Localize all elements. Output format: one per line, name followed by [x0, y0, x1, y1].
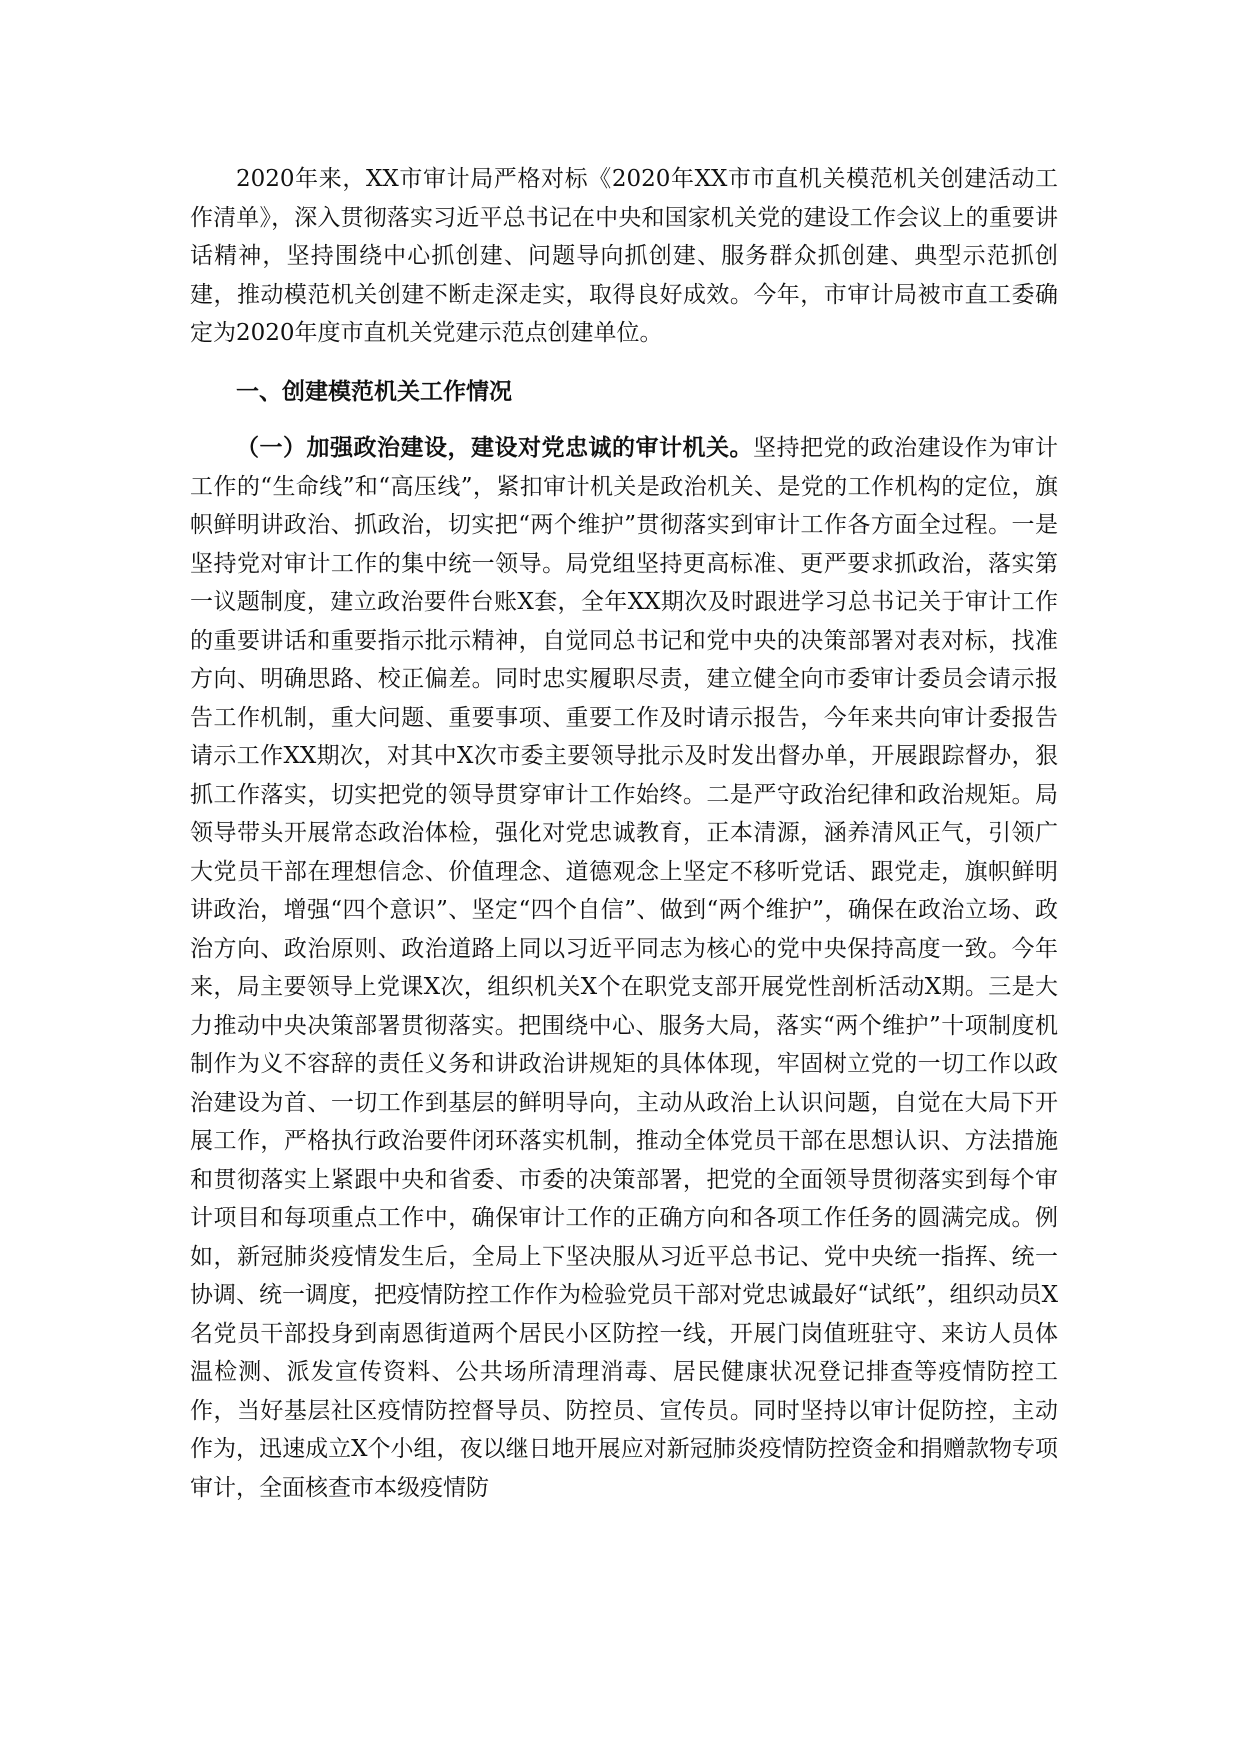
subsection-title: （一）加强政治建设，建设对党忠诚的审计机关。: [236, 435, 753, 461]
section-heading: 一、创建模范机关工作情况: [236, 378, 512, 405]
intro-paragraph: 2020年来，XX市审计局严格对标《2020年XX市市直机关模范机关创建活动工作清单》，深入贯彻落实习近平总书记在中央和国家机关党的建设工作会议上的重要讲话精神，坚持围绕中心抓创建、问题导向抓创建、服务群众抓创建、典型示范抓创建，推动模范机关创建不断走深走实，取得良好成效。今年，市审计局被市直工委确定为2020年度市直机关党建示范点创建单位。: [190, 166, 1058, 346]
document-body: [190, 160, 1058, 1507]
subsection-body: 坚持把党的政治建设作为审计工作的“生命线”和“高压线”，紧扣审计机关是政治机关、是党的工作机构的定位，旗帜鲜明讲政治、抓政治，切实把“两个维护”贯彻落实到审计工作各方面全过程。一是坚持党对审计工作的集中统一领导。局党组坚持更高标准、更严要求抓政治，落实第一议题制度，建立政治要件台账X套，全年XX期次及时跟进学习总书记关于审计工作的重要讲话和重要指示批示精神，自觉同总书记和党中央的决策部署对表对标，找准方向、明确思路、校正偏差。同时忠实履职尽责，建立健全向市委审计委员会请示报告工作机制，重大问题、重要事项、重要工作及时请示报告，今年来共向审计委报告请示工作XX期次，对其中X次市委主要领导批示及时发出督办单，开展跟踪督办，狠抓工作落实，切实把党的领导贯穿审计工作始终。二是严守政治纪律和政治规矩。局领导带头开展常态政治体检，强化对党忠诚教育，正本清源，涵养清风正气，引领广大党员干部在理想信念、价值理念、道德观念上坚定不移听党话、跟党走，旗帜鲜明讲政治，增强“四个意识”、坚定“四个自信”、做到“两个维护”，确保在政治立场、政治方向、政治原则、政治道路上同以习近平同志为核心的党中央保持高度一致。今年来，局主要领导上党课X次，组织机关X个在职党支部开展党性剖析活动X期。三是大力推动中央决策部署贯彻落实。把围绕中心、服务大局，落实“两个维护”十项制度机制作为义不容辞的责任义务和讲政治讲规矩的具体体现，牢固树立党的一切工作以政治建设为首、一切工作到基层的鲜明导向，主动从政治上认识问题，自觉在大局下开展工作，严格执行政治要件闭环落实机制，推动全体党员干部在思想认识、方法措施和贯彻落实上紧跟中央和省委、市委的决策部署，把党的全面领导贯彻落实到每个审计项目和每项重点工作中，确保审计工作的正确方向和各项工作任务的圆满完成。例如，新冠肺炎疫情发生后，全局上下坚决服从习近平总书记、党中央统一指挥、统一协调、统一调度，把疫情防控工作作为检验党员干部对党忠诚最好“试纸”，组织动员X名党员干部投身到南恩街道两个居民小区防控一线，开展门岗值班驻守、来访人员体温检测、派发宣传资料、公共场所清理消毒、居民健康状况登记排查等疫情防控工作，当好基层社区疫情防控督导员、防控员、宣传员。同时坚持以审计促防控，主动作为，迅速成立X个小组，夜以继日地开展应对新冠肺炎疫情防控资金和捐赠款物专项审计，全面核查市本级疫情防: [190, 435, 1058, 1501]
subsection-paragraph: [190, 429, 1058, 1507]
